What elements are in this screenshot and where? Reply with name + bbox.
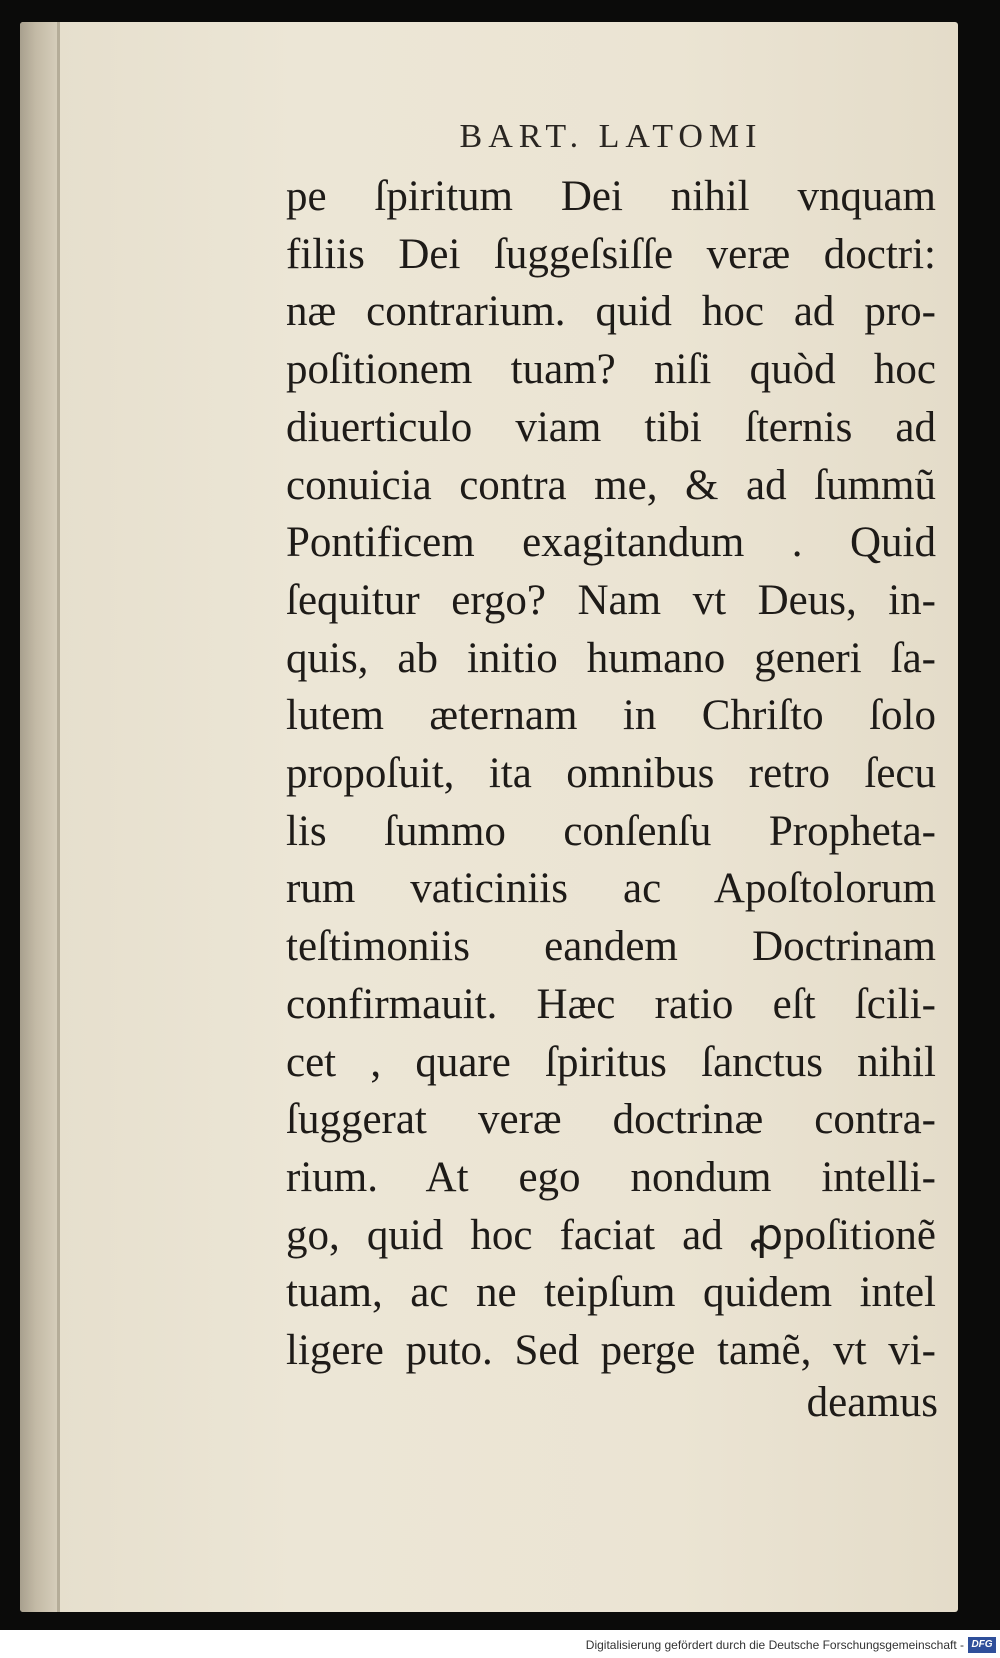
text-line: poſitionem tuam? niſi quòd hoc	[286, 346, 936, 394]
text-line: næ contrarium. quid hoc ad pro-	[286, 288, 936, 336]
text-line: confirmauit. Hæc ratio eſt ſcili-	[286, 980, 936, 1028]
text-line: Pontificem exagitandum . Quid	[286, 519, 936, 567]
text-line: ſequitur ergo? Nam vt Deus, in-	[286, 576, 936, 624]
text-line: pe ſpiritum Dei nihil vnquam	[286, 173, 936, 220]
text-line: lutem æternam in Chriſto ſolo	[286, 692, 936, 740]
footer-bar	[0, 1630, 1000, 1658]
text-line: conuicia contra me, & ad ſummũ	[286, 461, 936, 509]
text-line: filiis Dei ſuggeſsiſſe veræ doctri:	[286, 230, 936, 278]
running-head: BART. LATOMI	[459, 118, 763, 155]
text-line: quis, ab initio humano generi ſa-	[286, 634, 936, 682]
text-line: teſtimoniis eandem Doctrinam	[286, 923, 936, 971]
text-line: diuerticulo viam tibi ſternis ad	[286, 403, 936, 451]
text-line: go, quid hoc faciat ad ꝓpoſitionẽ	[286, 1211, 936, 1259]
footer-credit: Digitalisierung gefördert durch die Deutsche Forschungsgemeinschaft -	[585, 1638, 964, 1652]
text-line: propoſuit, ita omnibus retro ſecu	[286, 750, 936, 798]
dfg-logo-icon: DFG	[968, 1637, 996, 1653]
body-text	[286, 168, 936, 1380]
text-line: ſuggerat veræ doctrinæ contra-	[286, 1096, 936, 1144]
text-line: cet , quare ſpiritus ſanctus nihil	[286, 1038, 936, 1086]
catchword: deamus	[806, 1379, 938, 1426]
text-line: rium. At ego nondum intelli-	[286, 1153, 936, 1201]
text-line: rum vaticiniis ac Apoſtolorum	[286, 865, 936, 913]
text-line: ligere puto. Sed perge tamẽ, vt vi-	[286, 1327, 936, 1375]
text-line: tuam, ac ne teipſum quidem intel	[286, 1269, 936, 1317]
text-line: lis ſummo conſenſu Propheta-	[286, 807, 936, 855]
page-edge	[20, 22, 60, 1612]
